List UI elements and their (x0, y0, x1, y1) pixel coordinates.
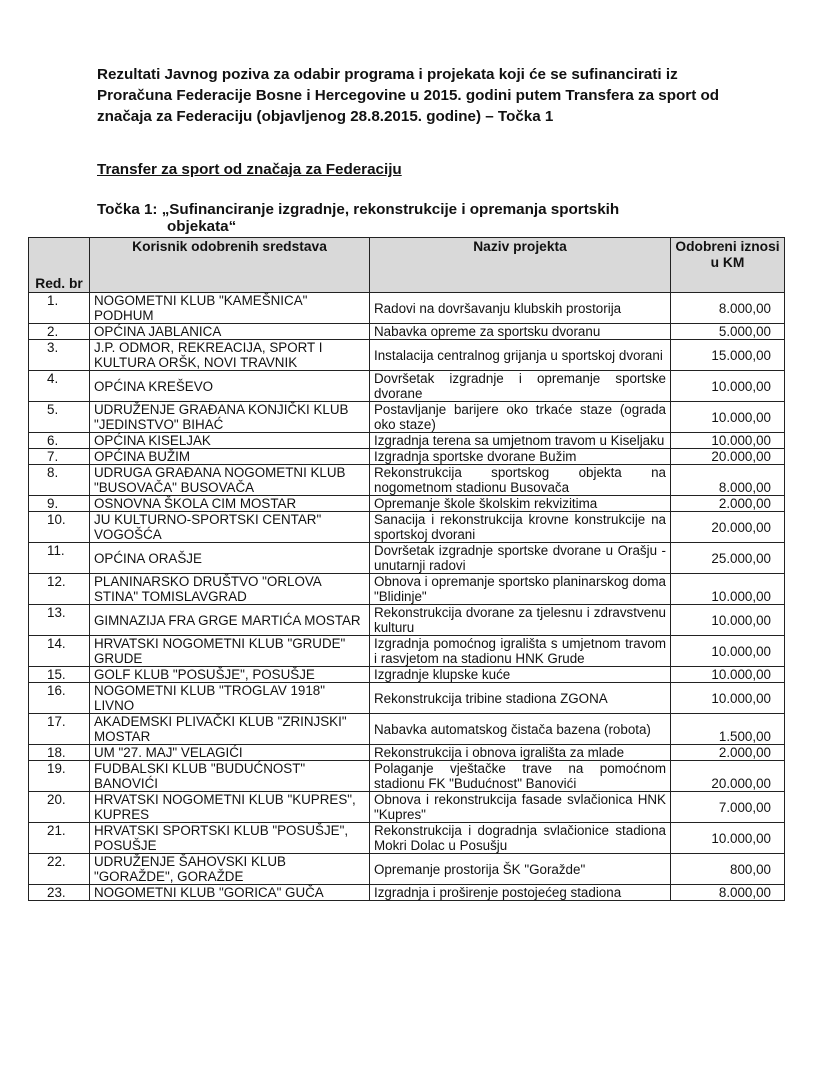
row-projekt: Izgradnja i proširenje postojećeg stadiona (370, 885, 671, 901)
row-projekt: Opremanje prostorija ŠK "Goražde" (370, 854, 671, 885)
header-naziv-projekta: Naziv projekta (370, 238, 671, 293)
row-iznos: 10.000,00 (671, 402, 785, 433)
row-number: 5. (29, 402, 90, 433)
row-iznos: 10.000,00 (671, 574, 785, 605)
table-row (29, 293, 785, 324)
row-iznos: 8.000,00 (671, 885, 785, 901)
row-iznos: 10.000,00 (671, 667, 785, 683)
row-korisnik: NOGOMETNI KLUB "KAMEŠNICA" PODHUM (90, 293, 370, 324)
row-korisnik: OPĆINA JABLANICA (90, 324, 370, 340)
row-projekt: Polaganje vještačke trave na pomoćnom stadionu FK "Budućnost" Banovići (370, 761, 671, 792)
row-korisnik: J.P. ODMOR, REKREACIJA, SPORT I KULTURA ORŠK, NOVI TRAVNIK (90, 340, 370, 371)
row-iznos: 1.500,00 (671, 714, 785, 745)
table-row (29, 340, 785, 371)
row-number: 12. (29, 574, 90, 605)
row-number: 21. (29, 823, 90, 854)
row-projekt: Radovi na dovršavanju klubskih prostorija (370, 293, 671, 324)
row-iznos: 8.000,00 (671, 465, 785, 496)
header-korisnik: Korisnik odobrenih sredstava (90, 238, 370, 293)
row-korisnik: FUDBALSKI KLUB "BUDUĆNOST" BANOVIĆI (90, 761, 370, 792)
row-iznos: 2.000,00 (671, 745, 785, 761)
section-title: Transfer za sport od značaja za Federaciju (97, 161, 402, 178)
row-projekt: Postavljanje barijere oko trkaće staze (ograda oko staze) (370, 402, 671, 433)
row-projekt: Nabavka automatskog čistača bazena (robota) (370, 714, 671, 745)
row-iznos: 10.000,00 (671, 371, 785, 402)
row-iznos: 8.000,00 (671, 293, 785, 324)
row-number: 20. (29, 792, 90, 823)
row-iznos: 10.000,00 (671, 636, 785, 667)
table-row (29, 574, 785, 605)
row-number: 14. (29, 636, 90, 667)
row-number: 19. (29, 761, 90, 792)
point-title (97, 201, 737, 235)
row-projekt: Rekonstrukcija i dogradnja svlačionice stadiona Mokri Dolac u Posušju (370, 823, 671, 854)
row-korisnik: OPĆINA BUŽIM (90, 449, 370, 465)
row-number: 2. (29, 324, 90, 340)
table-row (29, 371, 785, 402)
document-intro-heading: Rezultati Javnog poziva za odabir programa i projekata koji će se sufinancirati iz Proračuna Federacije Bosne i Hercegovine u 2015. godini putem Transfera za sport od značaja za Federaciju (objavljenog 28.8.2015. godine) – Točka 1 (97, 66, 720, 125)
row-projekt: Instalacija centralnog grijanja u sportskoj dvorani (370, 340, 671, 371)
row-number: 9. (29, 496, 90, 512)
row-projekt: Izgradnja terena sa umjetnom travom u Kiseljaku (370, 433, 671, 449)
row-number: 17. (29, 714, 90, 745)
header-red-br: Red. br (29, 238, 90, 293)
row-number: 16. (29, 683, 90, 714)
row-number: 15. (29, 667, 90, 683)
row-projekt: Nabavka opreme za sportsku dvoranu (370, 324, 671, 340)
row-korisnik: GOLF KLUB "POSUŠJE", POSUŠJE (90, 667, 370, 683)
row-korisnik: HRVATSKI NOGOMETNI KLUB "KUPRES", KUPRES (90, 792, 370, 823)
table-row (29, 324, 785, 340)
table-header-row (29, 238, 785, 293)
row-iznos: 20.000,00 (671, 761, 785, 792)
row-korisnik: HRVATSKI SPORTSKI KLUB "POSUŠJE", POSUŠJE (90, 823, 370, 854)
row-number: 8. (29, 465, 90, 496)
row-projekt: Obnova i opremanje sportsko planinarskog doma "Blidinje" (370, 574, 671, 605)
table-row (29, 512, 785, 543)
row-projekt: Rekonstrukcija sportskog objekta na nogometnom stadionu Busovača (370, 465, 671, 496)
row-korisnik: JU KULTURNO-SPORTSKI CENTAR" VOGOŠĆA (90, 512, 370, 543)
table-row (29, 636, 785, 667)
grants-table (28, 237, 785, 901)
row-iznos: 2.000,00 (671, 496, 785, 512)
row-number: 23. (29, 885, 90, 901)
row-number: 18. (29, 745, 90, 761)
row-number: 3. (29, 340, 90, 371)
table-row (29, 823, 785, 854)
table-row (29, 402, 785, 433)
row-projekt: Izgradnja sportske dvorane Bužim (370, 449, 671, 465)
row-korisnik: NOGOMETNI KLUB "GORICA" GUČA (90, 885, 370, 901)
point-title-line2: objekata“ (167, 218, 237, 235)
row-number: 7. (29, 449, 90, 465)
table-row (29, 761, 785, 792)
table-row (29, 745, 785, 761)
table-row (29, 792, 785, 823)
table-row (29, 667, 785, 683)
row-iznos: 10.000,00 (671, 823, 785, 854)
table-row (29, 854, 785, 885)
row-korisnik: UDRUŽENJE GRAĐANA KONJIČKI KLUB "JEDINSTVO" BIHAĆ (90, 402, 370, 433)
row-korisnik: UDRUŽENJE ŠAHOVSKI KLUB "GORAŽDE", GORAŽDE (90, 854, 370, 885)
row-number: 22. (29, 854, 90, 885)
table-row (29, 433, 785, 449)
row-projekt: Izgradnje klupske kuće (370, 667, 671, 683)
row-number: 6. (29, 433, 90, 449)
row-number: 1. (29, 293, 90, 324)
table-row (29, 543, 785, 574)
table-row (29, 465, 785, 496)
row-number: 4. (29, 371, 90, 402)
row-korisnik: HRVATSKI NOGOMETNI KLUB "GRUDE" GRUDE (90, 636, 370, 667)
row-projekt: Obnova i rekonstrukcija fasade svlačionica HNK "Kupres" (370, 792, 671, 823)
row-korisnik: GIMNAZIJA FRA GRGE MARTIĆA MOSTAR (90, 605, 370, 636)
row-projekt: Rekonstrukcija i obnova igrališta za mlade (370, 745, 671, 761)
row-iznos: 5.000,00 (671, 324, 785, 340)
table-row (29, 496, 785, 512)
table-row (29, 449, 785, 465)
table-row (29, 885, 785, 901)
row-iznos: 15.000,00 (671, 340, 785, 371)
row-number: 13. (29, 605, 90, 636)
row-iznos: 7.000,00 (671, 792, 785, 823)
table-row (29, 683, 785, 714)
row-korisnik: AKADEMSKI PLIVAČKI KLUB "ZRINJSKI" MOSTAR (90, 714, 370, 745)
row-projekt: Izgradnja pomoćnog igrališta s umjetnom travom i rasvjetom na stadionu HNK Grude (370, 636, 671, 667)
row-korisnik: UDRUGA GRAĐANA NOGOMETNI KLUB "BUSOVAČA" BUSOVAČA (90, 465, 370, 496)
table-row (29, 605, 785, 636)
row-iznos: 10.000,00 (671, 683, 785, 714)
row-iznos: 10.000,00 (671, 605, 785, 636)
row-korisnik: OPĆINA ORAŠJE (90, 543, 370, 574)
row-korisnik: NOGOMETNI KLUB "TROGLAV 1918" LIVNO (90, 683, 370, 714)
row-number: 11. (29, 543, 90, 574)
row-korisnik: OPĆINA KISELJAK (90, 433, 370, 449)
row-korisnik: PLANINARSKO DRUŠTVO "ORLOVA STINA" TOMISLAVGRAD (90, 574, 370, 605)
row-iznos: 25.000,00 (671, 543, 785, 574)
row-iznos: 800,00 (671, 854, 785, 885)
row-number: 10. (29, 512, 90, 543)
row-projekt: Rekonstrukcija tribine stadiona ZGONA (370, 683, 671, 714)
table-row (29, 714, 785, 745)
row-projekt: Sanacija i rekonstrukcija krovne konstrukcije na sportskoj dvorani (370, 512, 671, 543)
row-projekt: Dovršetak izgradnje i opremanje sportske dvorane (370, 371, 671, 402)
row-korisnik: UM "27. MAJ" VELAGIĆI (90, 745, 370, 761)
row-projekt: Rekonstrukcija dvorane za tjelesnu i zdravstvenu kulturu (370, 605, 671, 636)
point-title-line1: Točka 1: „Sufinanciranje izgradnje, rekonstrukcije i opremanja sportskih (97, 201, 620, 218)
row-projekt: Opremanje škole školskim rekvizitima (370, 496, 671, 512)
row-korisnik: OPĆINA KREŠEVO (90, 371, 370, 402)
row-iznos: 10.000,00 (671, 433, 785, 449)
row-projekt: Dovršetak izgradnje sportske dvorane u Orašju - unutarnji radovi (370, 543, 671, 574)
row-iznos: 20.000,00 (671, 512, 785, 543)
row-korisnik: OSNOVNA ŠKOLA CIM MOSTAR (90, 496, 370, 512)
header-iznos: Odobreni iznosi u KM (671, 238, 785, 293)
row-iznos: 20.000,00 (671, 449, 785, 465)
